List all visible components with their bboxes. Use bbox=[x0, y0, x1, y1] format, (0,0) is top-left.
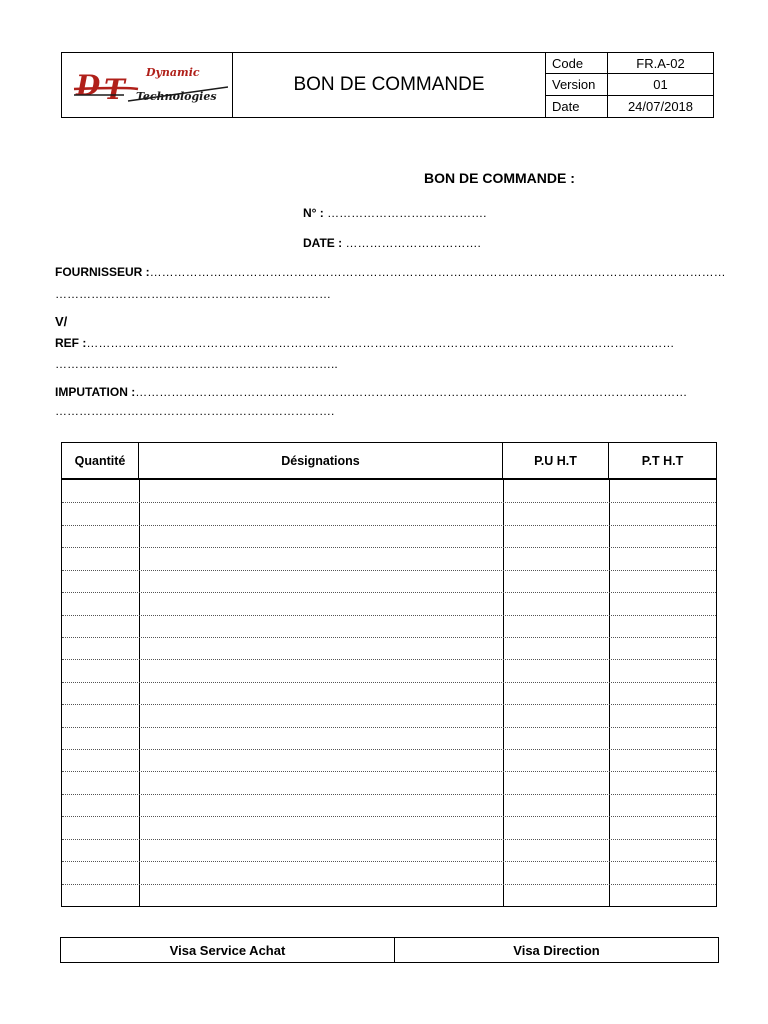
document-header bbox=[61, 52, 714, 118]
meta-row-date bbox=[546, 96, 713, 117]
column-divider bbox=[139, 480, 140, 906]
logo-text-line1: Dynamic bbox=[146, 66, 200, 79]
col-header-quantite: Quantité bbox=[62, 443, 139, 478]
table-row[interactable] bbox=[62, 502, 716, 503]
meta-label: Code bbox=[546, 53, 608, 73]
table-row[interactable] bbox=[62, 659, 716, 660]
table-row[interactable] bbox=[62, 839, 716, 840]
vref-dots-line2: …………………………………………………………….. bbox=[55, 357, 338, 371]
document-title: BON DE COMMANDE bbox=[233, 53, 546, 117]
table-row[interactable] bbox=[62, 682, 716, 683]
table-row[interactable] bbox=[62, 816, 716, 817]
table-row[interactable] bbox=[62, 704, 716, 705]
table-row[interactable] bbox=[62, 884, 716, 885]
table-row[interactable] bbox=[62, 861, 716, 862]
visa-service-achat: Visa Service Achat bbox=[61, 938, 395, 962]
date-dots: ……………………………. bbox=[345, 236, 481, 250]
table-row[interactable] bbox=[62, 727, 716, 728]
date-field[interactable] bbox=[303, 236, 481, 250]
table-row[interactable] bbox=[62, 547, 716, 548]
column-divider bbox=[609, 480, 610, 906]
vref-label: REF : bbox=[55, 336, 87, 350]
items-table-header bbox=[62, 443, 716, 480]
col-header-pu-ht: P.U H.T bbox=[503, 443, 609, 478]
items-table-body bbox=[62, 480, 716, 906]
numero-dots: …………………………………. bbox=[327, 206, 487, 220]
meta-row-version bbox=[546, 74, 713, 95]
items-table bbox=[61, 442, 717, 907]
fournisseur-dots-1: ……………………………………………………………………………………………………………………………… bbox=[149, 265, 726, 279]
logo-text-line2: Technologies bbox=[136, 90, 217, 103]
svg-text:T: T bbox=[104, 73, 125, 106]
date-label: DATE : bbox=[303, 236, 343, 250]
column-divider bbox=[503, 480, 504, 906]
svg-text:D: D bbox=[76, 69, 101, 102]
fournisseur-dots-line2: …………………………………………………………… bbox=[55, 287, 331, 301]
visa-block bbox=[60, 937, 719, 963]
table-row[interactable] bbox=[62, 592, 716, 593]
table-row[interactable] bbox=[62, 749, 716, 750]
vref-label-top: V/ bbox=[55, 314, 68, 329]
meta-label: Date bbox=[546, 96, 608, 117]
fournisseur-label: FOURNISSEUR : bbox=[55, 265, 150, 279]
numero-label: N° : bbox=[303, 206, 324, 220]
vref-field[interactable] bbox=[55, 336, 674, 350]
meta-value: FR.A-02 bbox=[636, 55, 685, 71]
visa-direction: Visa Direction bbox=[513, 942, 600, 958]
fournisseur-field[interactable] bbox=[55, 265, 726, 279]
table-row[interactable] bbox=[62, 570, 716, 571]
col-header-pt-ht: P.T H.T bbox=[641, 453, 684, 468]
table-row[interactable] bbox=[62, 794, 716, 795]
table-row[interactable] bbox=[62, 525, 716, 526]
imputation-label: IMPUTATION : bbox=[55, 385, 136, 399]
imputation-dots-line2: ……………………………………………………………. bbox=[55, 404, 335, 418]
meta-value: 01 bbox=[653, 76, 668, 92]
imputation-field[interactable] bbox=[55, 385, 687, 399]
table-row[interactable] bbox=[62, 637, 716, 638]
logo-cell bbox=[62, 53, 233, 117]
meta-value: 24/07/2018 bbox=[627, 98, 694, 114]
vref-dots-1: ………………………………………………………………………………………………………………………………… bbox=[86, 336, 675, 350]
form-subtitle: BON DE COMMANDE : bbox=[424, 170, 575, 186]
meta-row-code bbox=[546, 53, 713, 74]
imputation-dots-1: ………………………………………………………………………………………………………………………… bbox=[135, 385, 688, 399]
col-header-designations: Désignations bbox=[139, 443, 503, 478]
numero-field[interactable] bbox=[303, 206, 486, 220]
table-row[interactable] bbox=[62, 615, 716, 616]
table-row[interactable] bbox=[62, 771, 716, 772]
meta-table bbox=[546, 53, 713, 117]
meta-label: Version bbox=[546, 74, 608, 94]
